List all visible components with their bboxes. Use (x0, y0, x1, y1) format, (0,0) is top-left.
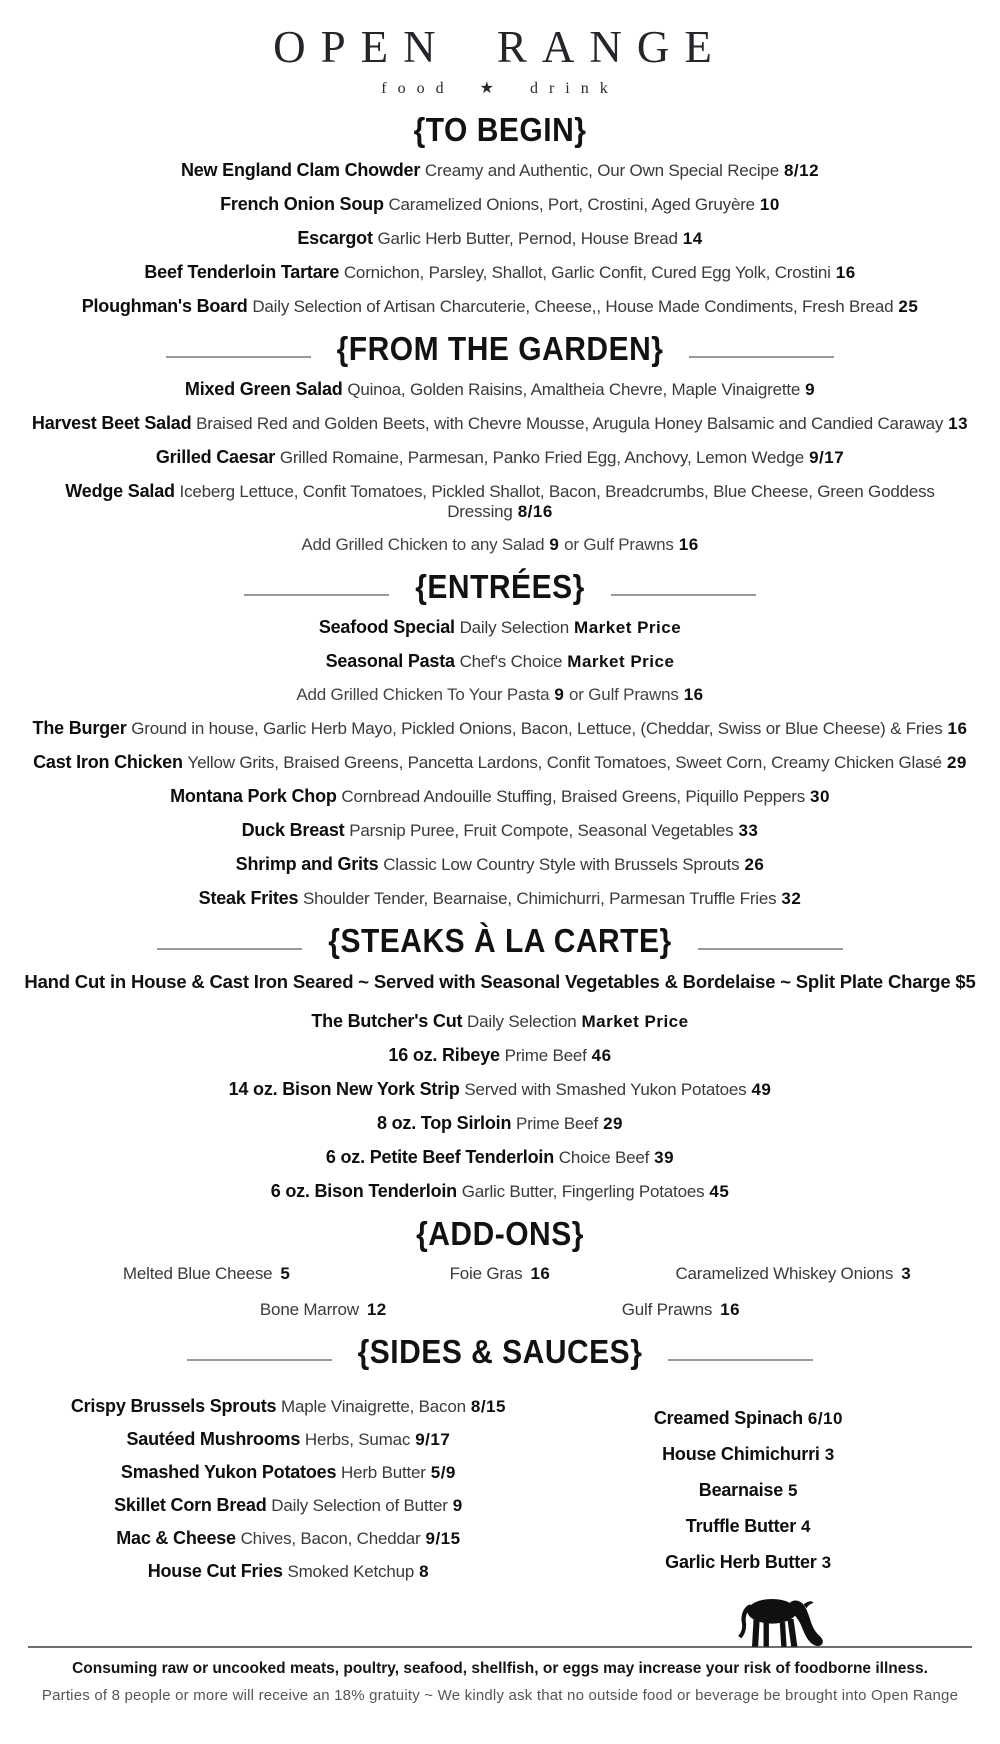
item-price: Market Price (574, 618, 682, 638)
item-name: Smashed Yukon Potatoes (120, 1462, 337, 1483)
heading-rule-left (166, 356, 311, 358)
item-name: Steak Frites (198, 888, 299, 909)
item-price: 16 (835, 263, 856, 283)
sides-left-column (40, 1396, 537, 1594)
menu-item (68, 1561, 509, 1582)
menu-item (28, 379, 972, 400)
item-name: The Burger (32, 718, 127, 739)
menu-item (565, 1444, 932, 1465)
menu-item (28, 752, 972, 773)
item-name: Bearnaise (698, 1480, 784, 1501)
menu-item (28, 228, 972, 249)
item-name: Creamed Spinach (653, 1408, 803, 1429)
item-price: 5 (280, 1264, 291, 1284)
item-name: Mac & Cheese (116, 1528, 236, 1549)
item-name: Montana Pork Chop (170, 786, 337, 807)
menu-item (68, 1462, 509, 1483)
item-name: Duck Breast (241, 820, 345, 841)
menu-item (28, 854, 972, 875)
item-name: Cast Iron Chicken (33, 752, 183, 773)
menu-item (565, 1480, 932, 1501)
item-name: Bone Marrow (259, 1300, 359, 1320)
item-description: Daily Selection of Butter (271, 1496, 448, 1516)
item-description: Parsnip Puree, Fruit Compote, Seasonal Vegetables (349, 821, 734, 841)
item-description: Creamy and Authentic, Our Own Special Recipe (424, 161, 779, 181)
heading-rule-right (689, 356, 834, 358)
item-name: Melted Blue Cheese (122, 1264, 273, 1284)
item-price: 8/12 (783, 161, 820, 181)
item-price: 5 (788, 1481, 798, 1501)
menu-item (28, 1181, 972, 1202)
section-from-the-garden (0, 379, 1000, 555)
item-price: 16 (947, 719, 968, 739)
menu-item (28, 1079, 972, 1100)
item-name: Seasonal Pasta (325, 651, 455, 672)
menu-item (28, 296, 972, 317)
note-text: or Gulf Prawns (569, 685, 679, 705)
item-price: 12 (366, 1300, 387, 1320)
item-name: 6 oz. Petite Beef Tenderloin (325, 1147, 555, 1168)
item-price: 39 (654, 1148, 675, 1168)
item-price: Market Price (581, 1012, 689, 1032)
item-description: Quinoa, Golden Raisins, Amaltheia Chevre, Maple Vinaigrette (347, 380, 801, 400)
item-price: 13 (948, 414, 969, 434)
item-name: Truffle Butter (685, 1516, 796, 1537)
item-name: Gulf Prawns (621, 1300, 713, 1320)
item-price: 33 (738, 821, 759, 841)
section-title: {STEAKS À LA CARTE} (328, 923, 672, 961)
section-heading-add-ons (0, 1218, 1000, 1252)
heading-rule-right (668, 1359, 813, 1361)
add-on-item (60, 1264, 353, 1284)
item-price: 9/15 (425, 1529, 461, 1549)
menu-item (28, 447, 972, 468)
note-text: Add Grilled Chicken To Your Pasta (296, 685, 550, 705)
item-name: House Chimichurri (662, 1444, 820, 1465)
item-description: Daily Selection (459, 618, 570, 638)
menu-item (565, 1552, 932, 1573)
menu-item (28, 413, 972, 434)
add-on-note (28, 685, 972, 705)
item-price: 16 (720, 1300, 741, 1320)
menu-item (28, 481, 972, 522)
heading-rule-right (698, 948, 843, 950)
steaks-intro-note: Hand Cut in House & Cast Iron Seared ~ Served with Seasonal Vegetables & Bordelaise ~ Split Plate Charge $5 (24, 971, 976, 993)
item-price: 5/9 (430, 1463, 456, 1483)
menu-item (28, 1011, 972, 1032)
item-price: 4 (801, 1517, 811, 1537)
item-description: Ground in house, Garlic Herb Mayo, Pickled Onions, Bacon, Lettuce, (Cheddar, Swiss or Blue Cheese) & Fries (131, 719, 943, 739)
item-name: 8 oz. Top Sirloin (376, 1113, 512, 1134)
item-price: 45 (709, 1182, 730, 1202)
restaurant-logo: OPEN RANGE (273, 22, 727, 72)
item-description: Classic Low Country Style with Brussels Sprouts (383, 855, 740, 875)
section-sides-sauces (40, 1396, 960, 1594)
section-to-begin (0, 160, 1000, 317)
footer-disclaimer: Consuming raw or uncooked meats, poultry, seafood, shellfish, or eggs may increase your risk of foodborne illness. (72, 1660, 928, 1678)
menu-item (28, 617, 972, 638)
add-on-item (353, 1264, 646, 1284)
item-name: Skillet Corn Bread (114, 1495, 267, 1516)
add-on-item (260, 1300, 387, 1320)
item-name: Wedge Salad (65, 481, 175, 502)
menu-item (28, 1113, 972, 1134)
item-price: 30 (810, 787, 830, 807)
menu-item (565, 1408, 932, 1429)
item-description: Choice Beef (558, 1148, 650, 1168)
menu-item (68, 1429, 509, 1450)
menu-item (28, 160, 972, 181)
item-description: Herbs, Sumac (304, 1430, 411, 1450)
item-name: House Cut Fries (147, 1561, 283, 1582)
item-name: Seafood Special (318, 617, 455, 638)
cow-icon (732, 1588, 832, 1650)
menu-item (565, 1516, 932, 1537)
item-name: Caramelized Whiskey Onions (675, 1264, 894, 1284)
item-price: 9/17 (415, 1430, 451, 1450)
item-description: Smoked Ketchup (287, 1562, 415, 1582)
item-price: 14 (682, 229, 703, 249)
item-name: Foie Gras (449, 1264, 523, 1284)
sauces-right-column (537, 1396, 960, 1594)
item-name: Garlic Herb Butter (665, 1552, 817, 1573)
item-description: Cornichon, Parsley, Shallot, Garlic Confit, Cured Egg Yolk, Crostini (343, 263, 831, 283)
item-price: 8/16 (517, 502, 553, 522)
note-price: 16 (683, 685, 704, 705)
item-name: 14 oz. Bison New York Strip (228, 1079, 460, 1100)
add-ons-row-2 (0, 1300, 1000, 1320)
item-description: Served with Smashed Yukon Potatoes (464, 1080, 747, 1100)
item-name: New England Clam Chowder (180, 160, 421, 181)
item-name: Sautéed Mushrooms (126, 1429, 301, 1450)
add-ons-row-1 (60, 1264, 940, 1284)
item-price: 6/10 (807, 1409, 843, 1429)
section-steaks (0, 1011, 1000, 1202)
section-heading-from-the-garden (0, 333, 1000, 367)
item-price: 9/17 (809, 448, 845, 468)
item-name: Escargot (297, 228, 373, 249)
item-description: Chef's Choice (459, 652, 563, 672)
item-price: Market Price (567, 652, 675, 672)
item-name: Beef Tenderloin Tartare (144, 262, 340, 283)
menu-item (28, 194, 972, 215)
note-text: Add Grilled Chicken to any Salad (301, 535, 545, 555)
item-price: 46 (591, 1046, 612, 1066)
item-description: Yellow Grits, Braised Greens, Pancetta Lardons, Confit Tomatoes, Sweet Corn, Creamy Chicken Glasé (187, 753, 942, 773)
note-price: 16 (678, 535, 699, 555)
menu-item (28, 718, 972, 739)
menu-item (28, 786, 972, 807)
item-name: 16 oz. Ribeye (388, 1045, 500, 1066)
item-price: 32 (781, 889, 802, 909)
item-description: Daily Selection of Artisan Charcuterie, Cheese,, House Made Condiments, Fresh Bread (252, 297, 894, 317)
menu-item (28, 651, 972, 672)
item-price: 8/15 (470, 1397, 506, 1417)
heading-rule-right (611, 594, 756, 596)
menu-item (28, 888, 972, 909)
item-description: Garlic Herb Butter, Pernod, House Bread (377, 229, 678, 249)
item-price: 3 (821, 1553, 832, 1573)
menu-item (28, 1045, 972, 1066)
item-price: 9 (452, 1496, 463, 1516)
add-on-item (647, 1264, 940, 1284)
section-title: {ADD-ONS} (416, 1216, 584, 1254)
menu-item (28, 1147, 972, 1168)
menu-item (68, 1528, 509, 1549)
section-title: {TO BEGIN} (413, 112, 587, 150)
item-price: 9 (805, 380, 816, 400)
item-description: Braised Red and Golden Beets, with Chevre Mousse, Arugula Honey Balsamic and Candied Caraway (196, 414, 944, 434)
item-description: Maple Vinaigrette, Bacon (281, 1397, 466, 1417)
item-description: Garlic Butter, Fingerling Potatoes (461, 1182, 705, 1202)
item-description: Iceberg Lettuce, Confit Tomatoes, Pickled Shallot, Bacon, Breadcrumbs, Blue Cheese, Green Goddess Dressing (179, 482, 935, 522)
item-description: Grilled Romaine, Parmesan, Panko Fried Egg, Anchovy, Lemon Wedge (279, 448, 805, 468)
item-price: 8 (419, 1562, 430, 1582)
menu-item (28, 820, 972, 841)
item-name: The Butcher's Cut (311, 1011, 463, 1032)
add-on-item (622, 1300, 740, 1320)
section-heading-sides-sauces (0, 1336, 1000, 1370)
item-name: Crispy Brussels Sprouts (70, 1396, 277, 1417)
item-description: Caramelized Onions, Port, Crostini, Aged Gruyère (388, 195, 755, 215)
item-name: Ploughman's Board (81, 296, 248, 317)
item-price: 29 (603, 1114, 623, 1134)
item-price: 26 (744, 855, 765, 875)
section-entrees (0, 617, 1000, 909)
note-price: 9 (549, 535, 560, 555)
item-price: 49 (751, 1080, 772, 1100)
restaurant-tagline: food ★ drink (381, 80, 619, 98)
section-heading-steaks (0, 925, 1000, 959)
section-heading-entrees (0, 571, 1000, 605)
section-title: {SIDES & SAUCES} (357, 1334, 643, 1372)
section-title: {FROM THE GARDEN} (336, 331, 664, 369)
note-text: or Gulf Prawns (564, 535, 674, 555)
item-name: French Onion Soup (220, 194, 384, 215)
item-description: Cornbread Andouille Stuffing, Braised Greens, Piquillo Peppers (341, 787, 805, 807)
heading-rule-left (244, 594, 389, 596)
note-price: 9 (554, 685, 565, 705)
heading-rule-left (187, 1359, 332, 1361)
heading-rule-left (157, 948, 302, 950)
item-description: Prime Beef (504, 1046, 587, 1066)
item-price: 3 (901, 1264, 912, 1284)
item-description: Chives, Bacon, Cheddar (240, 1529, 421, 1549)
add-on-note (28, 535, 972, 555)
item-name: 6 oz. Bison Tenderloin (270, 1181, 457, 1202)
menu-item (28, 262, 972, 283)
item-name: Mixed Green Salad (184, 379, 343, 400)
section-title: {ENTRÉES} (415, 569, 585, 607)
footer-policy: Parties of 8 people or more will receive an 18% gratuity ~ We kindly ask that no outside food or beverage be brought into Open Range (41, 1687, 959, 1705)
item-name: Grilled Caesar (155, 447, 276, 468)
item-name: Harvest Beet Salad (31, 413, 192, 434)
item-price: 25 (898, 297, 919, 317)
menu-item (68, 1396, 509, 1417)
item-description: Prime Beef (515, 1114, 599, 1134)
item-name: Shrimp and Grits (235, 854, 379, 875)
item-price: 29 (946, 753, 967, 773)
item-price: 3 (824, 1445, 835, 1465)
item-price: 10 (759, 195, 780, 215)
section-heading-to-begin (0, 114, 1000, 148)
item-description: Herb Butter (341, 1463, 426, 1483)
menu-item (68, 1495, 509, 1516)
item-description: Shoulder Tender, Bearnaise, Chimichurri, Parmesan Truffle Fries (303, 889, 777, 909)
item-price: 16 (530, 1264, 551, 1284)
item-description: Daily Selection (467, 1012, 577, 1032)
